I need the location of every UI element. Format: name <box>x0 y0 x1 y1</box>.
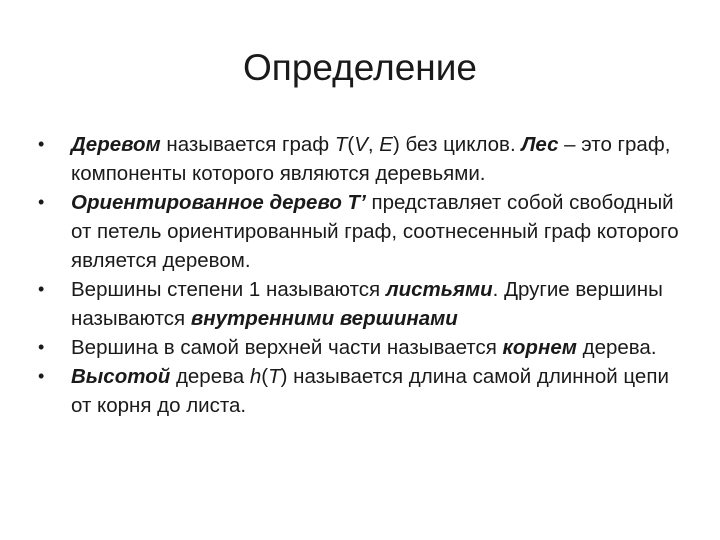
term-emphasis: Лес <box>521 133 559 156</box>
bullet-dot-icon: • <box>38 337 45 357</box>
bullet-item <box>38 333 688 362</box>
bullet-item <box>38 362 688 420</box>
bullet-text: , <box>367 133 380 156</box>
bullet-text: дерева. <box>576 336 657 359</box>
bullet-dot-icon: • <box>38 366 45 386</box>
bullet-text: ) называется длина самой длинной цепи от корня до листа. <box>71 365 669 417</box>
bullet-dot-icon: • <box>38 279 45 299</box>
term-emphasis: Высотой <box>71 365 171 388</box>
bullet-text: T <box>268 365 281 388</box>
term-emphasis: корнем <box>502 336 577 359</box>
bullet-item <box>38 130 688 188</box>
term-emphasis: Деревом <box>71 133 161 156</box>
term-emphasis: листьями <box>385 278 493 301</box>
bullet-text: ( <box>261 365 269 388</box>
bullet-dot-icon: • <box>38 134 45 154</box>
bullet-text: Вершины степени 1 называются <box>71 278 386 301</box>
bullet-text: ( <box>347 133 355 156</box>
bullet-text: V <box>354 133 368 156</box>
bullet-item <box>38 188 688 275</box>
term-emphasis: внутренними вершинами <box>190 307 458 330</box>
bullet-text: – это граф, компоненты которого являются деревьями. <box>71 133 671 185</box>
bullet-text: T <box>334 133 348 156</box>
term-emphasis: Ориентированное дерево T’ <box>71 191 366 214</box>
bullet-text: Вершина в самой верхней части называется <box>71 336 503 359</box>
bullet-text: ) без циклов. <box>392 133 522 156</box>
bullet-text: называется граф <box>160 133 335 156</box>
bullet-dot-icon: • <box>38 192 45 212</box>
bullet-list <box>38 130 688 420</box>
slide-title: Определение <box>243 47 477 88</box>
bullet-text: представляет собой свободный от петель ориентированный граф, соотнесенный граф которого является деревом. <box>71 191 679 272</box>
bullet-text: E <box>379 133 393 156</box>
bullet-text: дерева <box>170 365 250 388</box>
bullet-item <box>38 275 688 333</box>
bullet-text: . Другие вершины называются <box>71 278 663 330</box>
bullet-text: h <box>249 365 262 388</box>
